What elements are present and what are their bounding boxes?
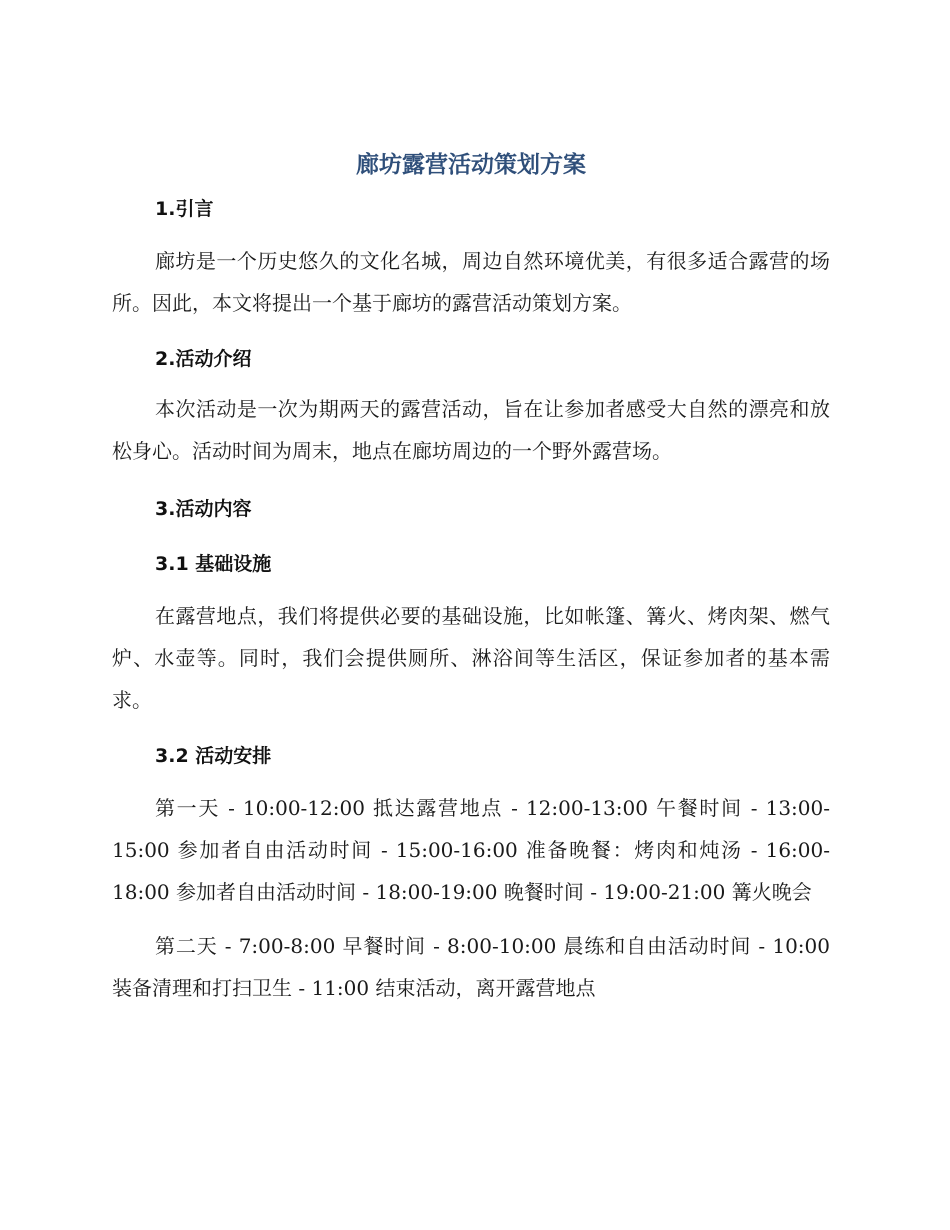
section-heading-schedule: 3.2 活动安排	[155, 745, 272, 767]
document-page	[112, 148, 830, 1009]
section-heading-activity-content: 3.活动内容	[155, 498, 252, 520]
section-heading-intro: 1.引言	[155, 198, 214, 220]
section-heading-facilities: 3.1 基础设施	[155, 553, 272, 575]
schedule-day-two: 第二天 - 7:00-8:00 早餐时间 - 8:00-10:00 晨练和自由活动时间 - 10:00 装备清理和打扫卫生 - 11:00 结束活动，离开露营地点	[112, 934, 830, 1000]
document-title: 廊坊露营活动策划方案	[356, 152, 586, 178]
section-paragraph-facilities: 在露营地点，我们将提供必要的基础设施，比如帐篷、篝火、烤肉架、燃气炉、水壶等。同时，我们会提供厕所、淋浴间等生活区，保证参加者的基本需求。	[112, 604, 830, 712]
section-paragraph-intro: 廊坊是一个历史悠久的文化名城，周边自然环境优美，有很多适合露营的场所。因此，本文将提出一个基于廊坊的露营活动策划方案。	[112, 249, 830, 315]
schedule-day-one: 第一天 - 10:00-12:00 抵达露营地点 - 12:00-13:00 午餐时间 - 13:00-15:00 参加者自由活动时间 - 15:00-16:00 准备晚餐：烤肉和炖汤 - 16:00-18:00 参加者自由活动时间 - 18:00-19:00 晚餐时间 - 19:00-21:00 篝火晚会	[112, 796, 830, 904]
section-heading-activity-intro: 2.活动介绍	[155, 348, 252, 370]
section-paragraph-activity-intro: 本次活动是一次为期两天的露营活动，旨在让参加者感受大自然的漂亮和放松身心。活动时间为周末，地点在廊坊周边的一个野外露营场。	[112, 397, 830, 463]
